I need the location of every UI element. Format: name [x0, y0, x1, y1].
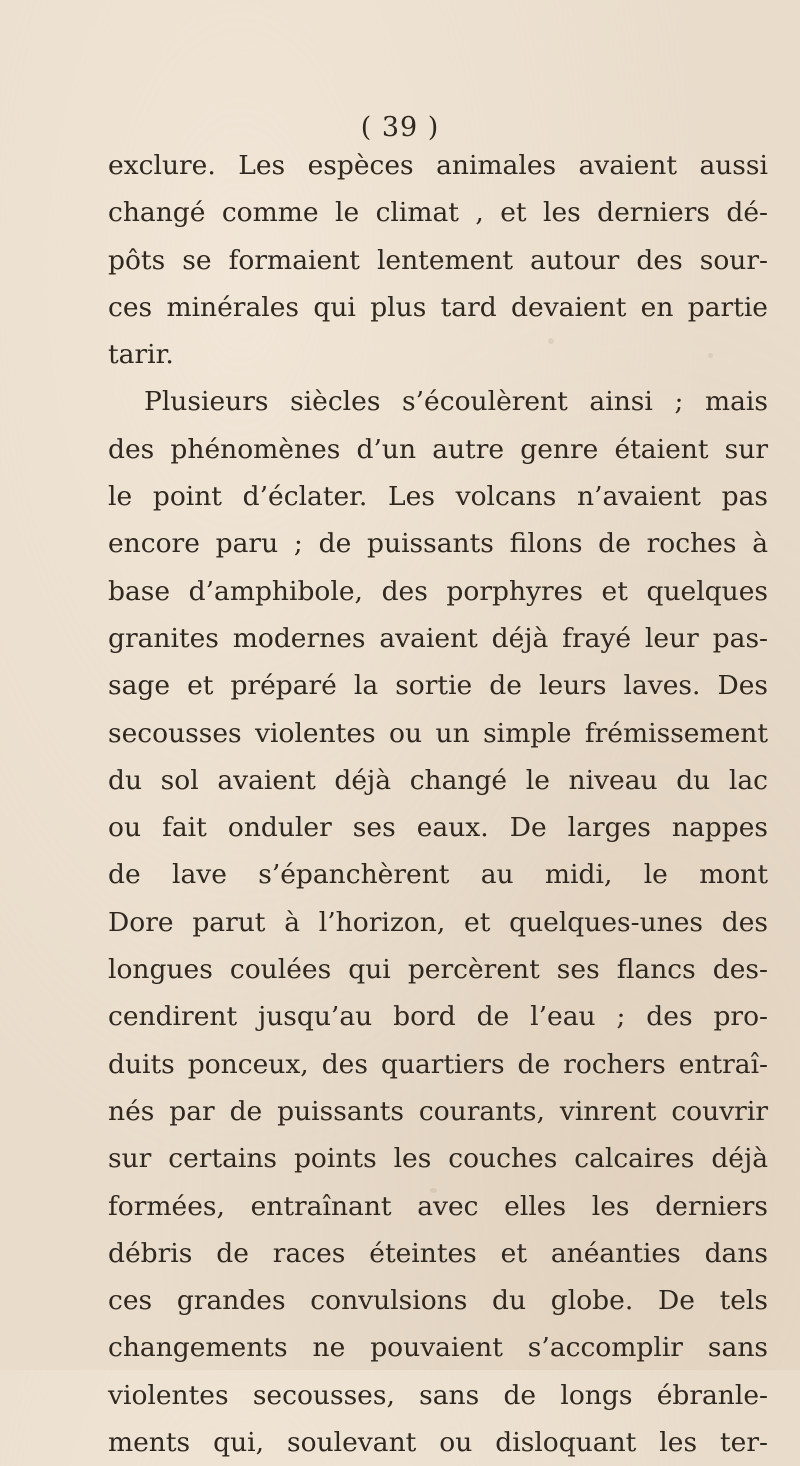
text-line: le point d’éclater. Les volcans n’avaient pas [108, 481, 768, 513]
text-line: sage et préparé la sortie de leurs laves. Des [108, 670, 768, 702]
text-line: exclure. Les espèces animales avaient aussi [108, 150, 768, 181]
body-text [108, 142, 768, 1466]
page-number: ( 39 ) [360, 112, 440, 143]
text-line: ces minérales qui plus tard devaient en partie [108, 291, 768, 323]
text-line: ou fait onduler ses eaux. De larges nappes [108, 812, 768, 844]
text-line: pôts se formaient lentement autour des sour- [108, 244, 768, 276]
text-line: base d’amphibole, des porphyres et quelques [108, 575, 768, 607]
text-line: cendirent jusqu’au bord de l’eau ; des pro- [108, 1001, 768, 1033]
text-line: ments qui, soulevant ou disloquant les ter- [108, 1427, 768, 1459]
text-line: ces grandes convulsions du globe. De tels [108, 1285, 768, 1317]
text-line: tarir. [108, 339, 174, 371]
text-line: des phénomènes d’un autre genre étaient sur [108, 433, 768, 465]
text-line: formées, entraînant avec elles les derniers [108, 1190, 768, 1222]
text-line: secousses violentes ou un simple frémissement [108, 717, 768, 749]
text-line: sur certains points les couches calcaires déjà [108, 1143, 768, 1175]
text-line: changé comme le climat , et les derniers dé- [108, 197, 768, 229]
text-line: débris de races éteintes et anéanties dans [108, 1237, 768, 1269]
text-line: Dore parut à l’horizon, et quelques-unes des [108, 906, 768, 938]
text-line: du sol avaient déjà changé le niveau du lac [108, 764, 768, 796]
text-line: violentes secousses, sans de longs ébranle- [108, 1379, 768, 1411]
text-line: nés par de puissants courants, vinrent couvrir [108, 1095, 768, 1127]
text-line: encore paru ; de puissants filons de roches à [108, 528, 768, 560]
text-line: longues coulées qui percèrent ses flancs des- [108, 954, 768, 986]
text-line: duits ponceux, des quartiers de rochers entraî- [108, 1048, 768, 1080]
text-line: de lave s’épanchèrent au midi, le mont [108, 859, 768, 891]
text-line: changements ne pouvaient s’accomplir sans [108, 1332, 768, 1364]
text-line: granites modernes avaient déjà frayé leur pas- [108, 622, 768, 654]
text-line: Plusieurs siècles s’écoulèrent ainsi ; mais [144, 386, 768, 418]
